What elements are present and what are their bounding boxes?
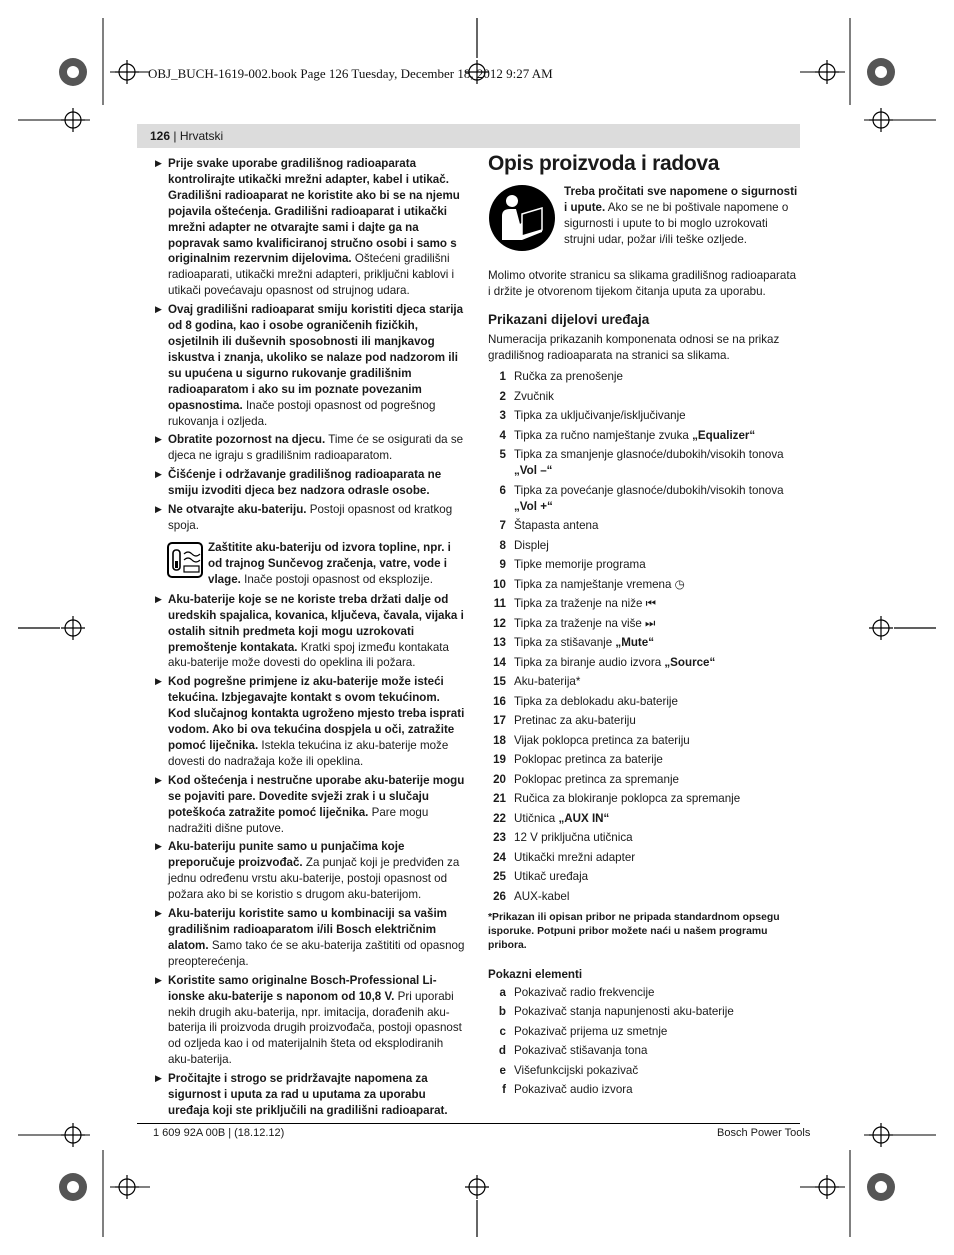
- footer-doc-number: 1 609 92A 00B | (18.12.12): [153, 1127, 285, 1139]
- bullet-bold-text: Čišćenje i održavanje gradilišnog radioaparata ne smiju izvoditi djeca bez nadzora odrasle osobe.: [168, 468, 442, 498]
- bullet-text: Pare mogu nadražiti dišne putove.: [168, 805, 429, 835]
- indicator-item-number: b: [498, 1005, 506, 1019]
- part-item: [488, 830, 800, 846]
- part-item-text: Poklopac pretinca za spremanje: [514, 772, 679, 786]
- part-item-number: 24: [493, 850, 506, 864]
- bullet-text: Pri uporabi nekih drugih aku-baterija, npr. imitacija, dorađenih aku-baterija ili proizvoda drugih proizvođača, postoji opasnost od ozljeda kao i od materijalnih šteta od eksplodiranih aku-baterija.: [168, 989, 462, 1067]
- bullet-text: Samo tako će se aku-baterija zaštititi od opasnog preopterećenja.: [168, 938, 465, 968]
- part-item-number: 15: [493, 675, 506, 689]
- bullet-text: Istekla tekućina iz aku-baterije može dovesti do nadražaja kože ili opeklina.: [168, 739, 449, 768]
- left-column: [155, 156, 465, 1122]
- safety-bullet: [155, 302, 465, 429]
- part-item: [488, 635, 800, 651]
- indicator-item: [488, 985, 800, 1001]
- bullet-text: Postoji opasnost od kratkog spoja.: [168, 503, 453, 532]
- part-item-number: 5: [499, 448, 506, 462]
- part-item-number: 4: [499, 428, 506, 442]
- safety-bullet: [155, 467, 465, 499]
- section-title: Opis proizvoda i radova: [488, 152, 720, 175]
- footer-rule: [137, 1123, 800, 1124]
- bullet-arrow-icon: ▶: [155, 908, 162, 919]
- bullet-text: Inače postoji opasnost od pogrešnog rukovanja i ozljeda.: [168, 398, 436, 428]
- part-item: [488, 850, 800, 866]
- header-bar: [137, 124, 800, 148]
- part-item-number: 20: [493, 772, 506, 786]
- indicators-list: [488, 985, 800, 1098]
- part-item-text: Tipka za smanjenje glasnoće/dubokih/visokih tonova: [514, 448, 784, 462]
- part-item: [488, 538, 800, 554]
- safety-bullet: [155, 674, 465, 769]
- part-item-text: Displej: [514, 538, 549, 552]
- bullet-arrow-icon: ▶: [155, 504, 162, 515]
- part-item-bold: „Equalizer“: [692, 428, 756, 442]
- bullet-arrow-icon: ▶: [155, 469, 162, 480]
- battery-heat-warning-icon: [167, 542, 203, 578]
- part-item-text: Tipka za povećanje glasnoće/dubokih/visokih tonova: [514, 483, 784, 497]
- indicator-item-text: Pokazivač audio izvora: [514, 1083, 633, 1097]
- bullet-text: Oštećeni gradilišni radioaparati, utikački mrežni adapteri, priključni kablovi i utikači povećavaju opasnost od strujnog udara.: [168, 252, 455, 298]
- part-item-text: Tipka za deblokadu aku-baterije: [514, 694, 678, 708]
- bullet-bold-text: Aku-bateriju punite samo u punjačima koje preporučuje proizvođač.: [168, 840, 405, 870]
- bullet-arrow-icon: ▶: [155, 593, 162, 604]
- language-label: Hrvatski: [179, 129, 224, 143]
- part-item-bold: „Mute“: [615, 636, 655, 650]
- part-item-text: Utičnica: [514, 811, 559, 825]
- intro-paragraph: Molimo otvorite stranicu sa slikama gradilišnog radioaparata i držite je otvorenom tijekom čitanja uputa za uporabu.: [488, 268, 797, 298]
- bullet-text: Kratki spoj između kontakata aku-baterije može dovesti do opeklina ili požara.: [168, 640, 449, 670]
- indicator-item-text: Pokazivač prijema uz smetnje: [514, 1024, 668, 1038]
- part-item-number: 2: [499, 389, 506, 403]
- part-item-bold: „AUX IN“: [558, 811, 610, 825]
- indicator-item: [488, 1063, 800, 1079]
- read-notice-text: Ako se ne bi poštivale napomene o sigurnosti i upute to bi moglo uzrokovati strujni udar, požar i/ili teške ozljede.: [564, 200, 789, 246]
- part-item-number: 7: [499, 519, 506, 533]
- footer-brand: Bosch Power Tools: [717, 1127, 811, 1139]
- bullet-bold-text: Koristite samo originalne Bosch-Professional Li-ionske aku-baterije s naponom od 10,8 V.: [168, 973, 437, 1003]
- part-item-text: AUX-kabel: [514, 889, 570, 903]
- part-item-text: Štapasta antena: [514, 519, 599, 533]
- indicator-item: [488, 1004, 800, 1020]
- part-item-bold: „Vol –“: [514, 464, 553, 478]
- part-item-number: 11: [493, 597, 506, 611]
- bullet-text: Time će se osigurati da se djeca ne igraju s gradilišnim radioaparatom.: [168, 433, 464, 463]
- part-item-number: 12: [493, 616, 506, 630]
- bullet-bold-text: Kod oštećenja i nestručne uporabe aku-baterije mogu se pojaviti pare. Dovedite svježi zrak i u slučaju poteškoća zatražite pomoć liječnika.: [168, 773, 465, 819]
- part-item-number: 25: [493, 870, 506, 884]
- part-item-text: Tipka za stišavanje: [514, 636, 616, 650]
- bullet-arrow-icon: ▶: [155, 774, 162, 785]
- safety-bullet: [155, 1071, 465, 1119]
- bullet-arrow-icon: ▶: [155, 676, 162, 687]
- print-info: OBJ_BUCH-1619-002.book Page 126 Tuesday, December 18, 2012 9:27 AM: [148, 66, 553, 81]
- part-item: [488, 369, 800, 385]
- indicator-item: [488, 1043, 800, 1059]
- part-item-number: 18: [493, 733, 506, 747]
- part-item-number: 26: [493, 889, 506, 903]
- part-item-number: 8: [499, 538, 506, 552]
- part-item-number: 19: [493, 753, 506, 767]
- part-item: [488, 596, 800, 612]
- part-item: [488, 733, 800, 749]
- part-item: [488, 428, 800, 444]
- part-item-bold: „Vol +“: [514, 499, 553, 513]
- parts-heading: Prikazani dijelovi uređaja: [488, 311, 650, 327]
- indicator-item-text: Pokazivač stanja napunjenosti aku-baterije: [514, 1005, 734, 1019]
- part-item: [488, 674, 800, 690]
- part-item: [488, 389, 800, 405]
- bullet-arrow-icon: ▶: [155, 158, 162, 168]
- part-item-number: 9: [499, 558, 506, 572]
- indicator-item-number: d: [498, 1044, 506, 1058]
- part-item-number: 3: [499, 409, 506, 423]
- bullet-bold-text: Ovaj gradilišni radioaparat smiju koristiti djeca starija od 8 godina, kao i osobe ograničenih fizičkih, osjetilnih ili duševnih sposobnosti ili manjkavog iskustva i znanja, ukoliko se nalaze pod nadzorom ili su upućena u sigurno rukovanje gradilišnim radioaparatom i ako su im poznate povezanim opasnostima.: [168, 303, 464, 412]
- bullet-arrow-icon: ▶: [155, 974, 162, 985]
- part-item-text: Ručka za prenošenje: [514, 370, 623, 384]
- indicators-heading: Pokazni elementi: [488, 967, 583, 981]
- indicator-item-text: Pokazivač stišavanja tona: [514, 1044, 648, 1058]
- read-manual-icon: [488, 184, 556, 252]
- safety-bullet: [155, 906, 465, 970]
- part-item: [488, 577, 800, 593]
- indicator-item-number: f: [502, 1083, 506, 1097]
- part-item-number: 6: [499, 483, 506, 497]
- bullet-bold-text: Prije svake uporabe gradilišnog radioaparata kontrolirajte utikački mrežni adapter, kabel i utikač. Gradilišni radioaparat ne koristite ako bi se na njemu pojavila oštećenja. Gradilišni radioaparat i utikački mrežni adapter ne otvarajte sami i dajte ga na popravak samo kvalificiranoj stručno osobi i samo s originalnim rezervnim dijelovima.: [168, 157, 460, 266]
- part-item: [488, 791, 800, 807]
- part-item-text: Vijak poklopca pretinca za bateriju: [514, 733, 690, 747]
- part-item-text: Tipka za uključivanje/isključivanje: [514, 409, 686, 423]
- parts-list: [488, 369, 800, 904]
- part-item: [488, 408, 800, 424]
- bullet-bold-text: Aku-bateriju koristite samo u kombinaciji sa vašim gradilišnim radioaparatom i/ili Bosch električnim alatom.: [168, 907, 447, 952]
- bullet-arrow-icon: ▶: [155, 304, 162, 315]
- bullet-bold-text: Pročitajte i strogo se pridržavajte napomena za sigurnost i uputa za rad u uputama za uporabu uređaja koji ste priključili na gradilišni radioaparat.: [168, 1072, 448, 1117]
- indicator-item-text: Višefunkcijski pokazivač: [514, 1063, 639, 1077]
- part-item-number: 21: [493, 792, 506, 806]
- safety-bullet: [155, 432, 465, 464]
- bullet-bold-text: Obratite pozornost na djecu.: [168, 433, 326, 447]
- heat-warning-bold: Zaštitite aku-bateriju od izvora topline, npr. i od trajnog Sunčevog zračenja, vatre, vode i vlage.: [208, 540, 451, 586]
- part-item-text: Utikač uređaja: [514, 870, 589, 884]
- heat-warning-text: Inače postoji opasnost od eksplozije.: [240, 572, 433, 586]
- indicator-item-number: e: [499, 1063, 506, 1077]
- part-item-text: Ručica za blokiranje poklopca za spremanje: [514, 792, 741, 806]
- bullet-bold-text: Kod pogrešne primjene iz aku-baterije može isteći tekućina. Izbjegavajte kontakt s ovom tekućinom. Kod slučajnog kontakta ugroženo mjesto treba isprati vodom. Ako bi ova tekućina dospjela u oči, zatražite pomoć liječnika.: [168, 675, 465, 752]
- page-header: 126 | Hrvatski: [150, 129, 224, 143]
- part-item-text: Tipka za ručno namještanje zvuka: [514, 428, 693, 442]
- part-item-text: Pretinac za aku-bateriju: [514, 714, 636, 728]
- safety-bullet: [155, 592, 465, 672]
- part-item-text: Tipka za biranje audio izvora: [514, 655, 665, 669]
- bullet-text: Za punjač koji je predviđen za jednu određenu vrstu aku-baterije, postoji opasnost od požara ako bi se koristio s drugom aku-baterijom.: [168, 856, 460, 902]
- part-item-text: Utikački mrežni adapter: [514, 850, 636, 864]
- part-item-number: 14: [493, 655, 506, 669]
- parts-intro: Numeracija prikazanih komponenata odnosi se na prikaz gradilišnog radioaparata na stranici sa slikama.: [488, 332, 780, 362]
- part-item-number: 1: [499, 370, 506, 384]
- part-item: [488, 869, 800, 885]
- indicator-item: [488, 1024, 800, 1040]
- part-item-number: 22: [493, 811, 506, 825]
- right-column: [488, 152, 800, 1104]
- part-item: [488, 713, 800, 729]
- part-item-text: Zvučnik: [514, 389, 554, 403]
- part-item-text: Tipka za namještanje vremena ◷: [514, 577, 685, 591]
- part-item-number: 13: [493, 636, 506, 650]
- indicator-item: [488, 1082, 800, 1098]
- read-manual-notice: [488, 184, 800, 256]
- part-item: [488, 811, 800, 827]
- bullet-arrow-icon: ▶: [155, 1073, 162, 1084]
- read-notice-bold: Treba pročitati sve napomene o sigurnosti i upute.: [564, 184, 798, 214]
- part-item-bold: „Source“: [664, 655, 716, 669]
- part-item: [488, 694, 800, 710]
- part-item: [488, 518, 800, 534]
- indicator-item-number: c: [499, 1024, 506, 1038]
- part-item: [488, 447, 800, 479]
- safety-bullet: [155, 156, 465, 299]
- safety-bullet: [155, 973, 465, 1068]
- safety-bullet: [155, 502, 465, 534]
- heat-warning: [155, 540, 465, 588]
- bullet-arrow-icon: ▶: [155, 434, 162, 445]
- part-item: [488, 889, 800, 905]
- part-item-number: 17: [493, 714, 506, 728]
- safety-bullet: [155, 773, 465, 837]
- part-item-text: 12 V priključna utičnica: [514, 831, 633, 845]
- part-item: [488, 483, 800, 515]
- part-item: [488, 616, 800, 632]
- part-item: [488, 772, 800, 788]
- bullet-bold-text: Aku-baterije koje se ne koriste treba držati dalje od uredskih spajalica, kovanica, ključeva, čavala, vijaka i ostalih sitnih predmeta koji mogu uzrokovati premoštenje kontakata.: [168, 592, 464, 654]
- part-item-text: Tipka za traženje na više ⏭: [514, 616, 656, 630]
- part-item-number: 16: [493, 694, 506, 708]
- safety-bullet: [155, 839, 465, 903]
- footnote: *Prikazan ili opisan pribor ne pripada standardnom opsegu isporuke. Potpuni pribor možete naći u našem programu pribora.: [488, 911, 780, 951]
- bullet-bold-text: Ne otvarajte aku-bateriju.: [168, 503, 307, 517]
- part-item-text: Aku-baterija*: [514, 675, 581, 689]
- part-item: [488, 557, 800, 573]
- indicator-item-number: a: [499, 985, 506, 999]
- page-number: 126: [150, 129, 171, 143]
- indicator-item-text: Pokazivač radio frekvencije: [514, 985, 655, 999]
- part-item-text: Poklopac pretinca za baterije: [514, 753, 663, 767]
- part-item-text: Tipka za traženje na niže ⏮: [514, 597, 657, 611]
- part-item: [488, 655, 800, 671]
- part-item: [488, 752, 800, 768]
- bullet-arrow-icon: ▶: [155, 841, 162, 852]
- part-item-number: 10: [493, 577, 506, 591]
- part-item-number: 23: [493, 831, 506, 845]
- part-item-text: Tipke memorije programa: [514, 558, 646, 572]
